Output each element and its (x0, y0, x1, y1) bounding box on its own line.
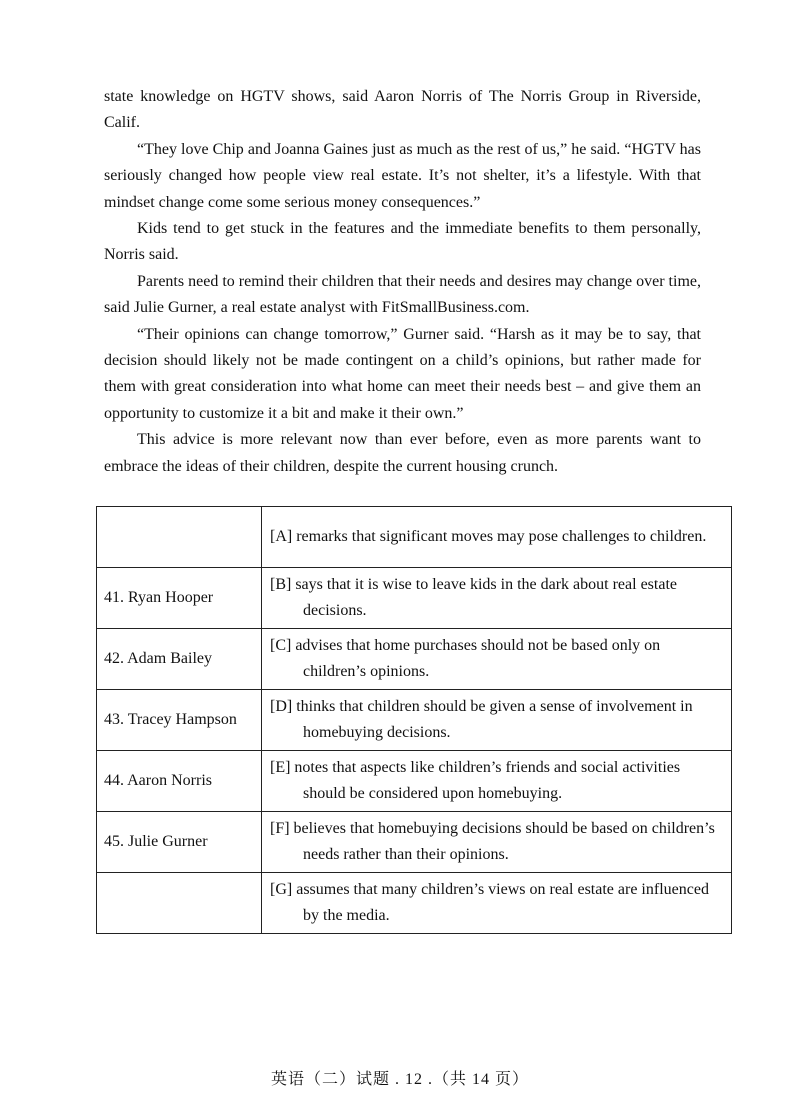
passage-paragraph-6: This advice is more relevant now than ever before, even as more parents want to embrace the ideas of their children, despite the current housing crunch. (104, 431, 701, 475)
person-name-cell: 41. Ryan Hooper (97, 568, 262, 629)
matching-table (96, 506, 732, 934)
table-row (97, 629, 732, 690)
passage-paragraph-4: Parents need to remind their children that their needs and desires may change over time, said Julie Gurner, a real estate analyst with FitSmallBusiness.com. (104, 272, 701, 317)
page-footer: 英语（二）试题 . 12 .（共 14 页） (270, 1071, 529, 1088)
option-cell (262, 507, 732, 568)
option-f: [F] believes that homebuying decisions should be based on children’s needs rather than their opinions. (270, 820, 715, 863)
passage-paragraph-3: Kids tend to get stuck in the features and the immediate benefits to them personally, Norris said. (104, 220, 701, 264)
table-row (97, 568, 732, 629)
table-row (97, 812, 732, 873)
person-name-cell (97, 507, 262, 568)
person-name-cell: 43. Tracey Hampson (97, 690, 262, 751)
passage-paragraph-1: state knowledge on HGTV shows, said Aaron Norris of The Norris Group in Riverside, Calif. (104, 88, 701, 132)
person-name-cell: 44. Aaron Norris (97, 751, 262, 812)
option-cell (262, 690, 732, 751)
passage-paragraph-2: “They love Chip and Joanna Gaines just as much as the rest of us,” he said. “HGTV has seriously changed how people view real estate. It’s not shelter, it’s a lifestyle. With that mindset change come some serious money consequences.” (104, 140, 701, 211)
option-cell (262, 629, 732, 690)
option-cell (262, 812, 732, 873)
option-e: [E] notes that aspects like children’s friends and social activities should be considered upon homebuying. (270, 759, 681, 802)
option-a: [A] remarks that significant moves may pose challenges to children. (270, 528, 707, 545)
person-name-cell: 42. Adam Bailey (97, 629, 262, 690)
option-cell (262, 873, 732, 934)
option-b: [B] says that it is wise to leave kids in the dark about real estate decisions. (270, 576, 677, 619)
option-cell (262, 568, 732, 629)
table-row (97, 507, 732, 568)
option-d: [D] thinks that children should be given a sense of involvement in homebuying decisions. (270, 698, 693, 741)
person-name-cell (97, 873, 262, 934)
passage (104, 84, 701, 480)
person-name-cell: 45. Julie Gurner (97, 812, 262, 873)
option-cell (262, 751, 732, 812)
table-row (97, 751, 732, 812)
passage-paragraph-5: “Their opinions can change tomorrow,” Gurner said. “Harsh as it may be to say, that decision should likely not be made contingent on a child’s opinions, but rather made for them with great consideration into what home can meet their needs best – and give them an opportunity to customize it a bit and make it their own.” (104, 325, 701, 422)
option-c: [C] advises that home purchases should not be based only on children’s opinions. (270, 637, 661, 680)
option-g: [G] assumes that many children’s views on real estate are influenced by the media. (270, 881, 709, 924)
table-row (97, 690, 732, 751)
table-row (97, 873, 732, 934)
